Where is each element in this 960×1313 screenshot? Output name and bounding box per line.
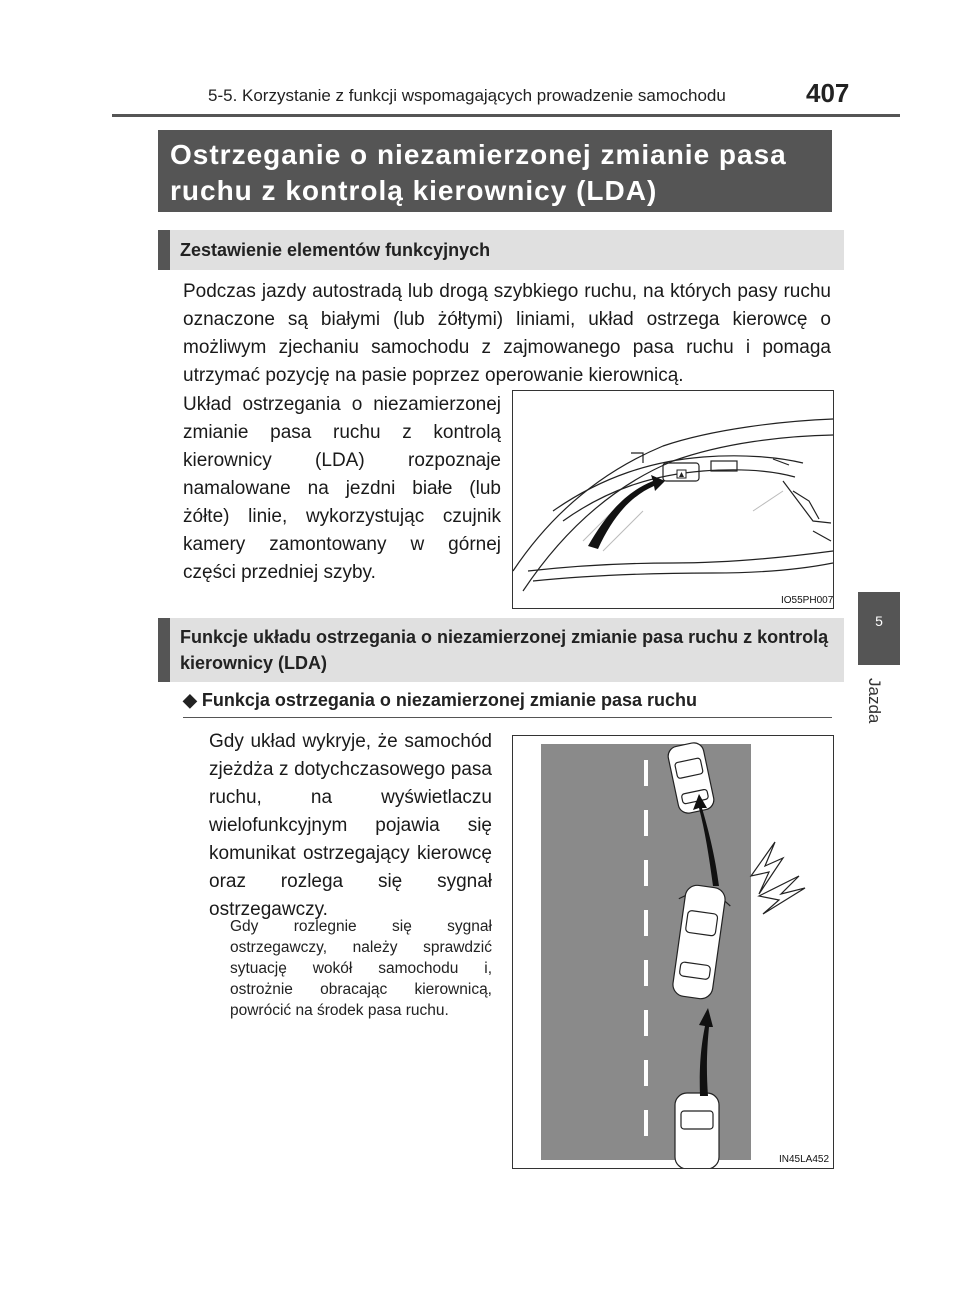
page-title xyxy=(170,137,830,209)
section-heading: Zestawienie elementów funkcyjnych xyxy=(180,240,491,260)
lane-departure-figure xyxy=(512,735,834,1169)
page-title-line2: ruchu z kontrolą kierownicy (LDA) xyxy=(170,175,658,206)
road-illustration xyxy=(513,736,833,1168)
chapter-tab-label: Jazda xyxy=(865,678,884,724)
road-surface xyxy=(541,744,751,1160)
camera-paragraph: Układ ostrzegania o niezamierzonej zmianie pasa ruchu z kontrolą kierownicy (LDA) rozpoznaje namalowane na jezdni białe (lub żółte) linie, wykorzystując czujnik kamery zamontowany w górnej części przedniej szyby. xyxy=(183,394,501,583)
windshield-illustration xyxy=(513,391,833,608)
intro-paragraph: Podczas jazdy autostradą lub drogą szybkiego ruchu, na których pasy ruchu oznaczone są białymi (lub żółtymi) liniami, układ ostrzega kierowcę o możliwym zjechaniu samochodu z zajmowanego pasa ruchu i pomaga utrzymać pozycję na pasie poprzez operowanie kierownicą. xyxy=(183,281,831,386)
figure1-code: IO55PH007 xyxy=(781,595,833,606)
header-divider xyxy=(112,114,900,117)
warning-paragraph: Gdy układ wykryje, że samochód zjeżdża z dotychczasowego pasa ruchu, na wyświetlaczu wielofunkcyjnym pojawia się komunikat ostrzegający kierowcę oraz rozlega się sygnał ostrzegawczy. xyxy=(209,731,492,920)
warning-function-subheading: ◆ Funkcja ostrzegania o niezamierzonej zmianie pasa ruchu xyxy=(183,690,697,710)
warning-bolts xyxy=(751,842,805,914)
chapter-header: 5-5. Korzystanie z funkcji wspomagających prowadzenie samochodu xyxy=(208,86,726,105)
functions-heading: Funkcje układu ostrzegania o niezamierzonej zmianie pasa ruchu z kontrolą kierownicy (LDA) xyxy=(180,627,829,673)
subheading-divider xyxy=(183,717,832,718)
figure2-code: IN45LA452 xyxy=(779,1154,830,1165)
page-number: 407 xyxy=(806,78,850,108)
windshield-camera-figure xyxy=(512,390,834,609)
chapter-tab-number: 5 xyxy=(875,613,883,629)
page-title-line1: Ostrzeganie o niezamierzonej zmianie pasa xyxy=(170,139,787,170)
warning-note: Gdy rozlegnie się sygnał ostrzegawczy, należy sprawdzić sytuację wokół samochodu i, ostrożnie obracając kierownicą, powrócić na środek pasa ruchu. xyxy=(230,918,492,1019)
